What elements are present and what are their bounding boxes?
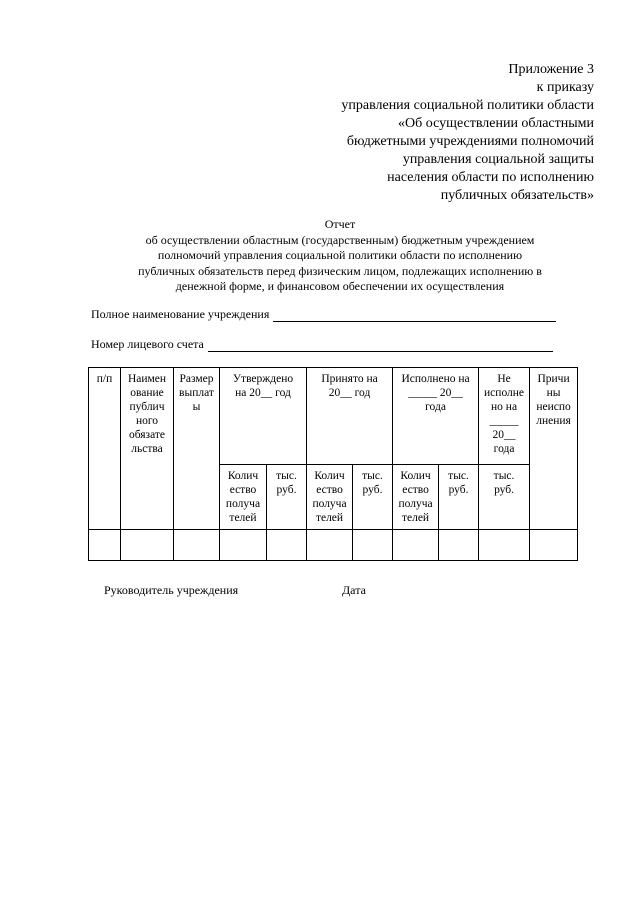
appendix-line: к приказу: [536, 80, 594, 95]
report-subtitle-line: полномочий управления социальной политики области по исполнению: [157, 248, 523, 262]
appendix-line: «Об осуществлении областными: [398, 116, 594, 131]
institution-name-label: Полное наименование учреждения: [91, 307, 270, 321]
table-cell[interactable]: [530, 530, 578, 561]
table-cell[interactable]: [89, 530, 121, 561]
appendix-line: публичных обязательств»: [440, 188, 594, 203]
table-cell[interactable]: [393, 530, 439, 561]
subheader-accepted-rub: тыс. руб.: [353, 465, 393, 530]
table-cell[interactable]: [121, 530, 174, 561]
report-table: [88, 367, 578, 561]
table-cell[interactable]: [439, 530, 479, 561]
appendix-line: управления социальной защиты: [402, 152, 594, 167]
header-obligation-name: Наимен ование публич ного обязате льства: [121, 368, 174, 530]
subheader-not-executed-rub: тыс. руб.: [479, 465, 530, 530]
appendix-block: [254, 61, 594, 205]
head-signature-label: Руководитель учреждения: [104, 583, 239, 597]
appendix-line: управления социальной политики области: [341, 98, 594, 113]
institution-name-field: [91, 307, 556, 322]
account-number-blank[interactable]: [208, 340, 553, 352]
report-heading: [40, 217, 640, 295]
table-cell[interactable]: [307, 530, 353, 561]
header-accepted: Принято на 20__ год: [307, 368, 393, 465]
header-approved: Утверждено на 20__ год: [220, 368, 307, 465]
appendix-line: Приложение 3: [508, 62, 594, 77]
table-cell[interactable]: [353, 530, 393, 561]
table-cell[interactable]: [174, 530, 220, 561]
table-row: [89, 530, 578, 561]
table-cell[interactable]: [220, 530, 267, 561]
date-label: Дата: [342, 583, 366, 597]
header-payment-size: Размер выплат ы: [174, 368, 220, 530]
report-subtitle-line: публичных обязательств перед физическим лицом, подлежащих исполнению в: [138, 263, 542, 278]
account-number-field: [91, 337, 553, 352]
table-cell[interactable]: [267, 530, 307, 561]
institution-name-blank[interactable]: [273, 310, 556, 322]
subheader-executed-recipients: Колич ество получа телей: [393, 465, 439, 530]
appendix-line: населения области по исполнению: [387, 170, 594, 185]
report-title: Отчет: [324, 217, 356, 231]
table-cell[interactable]: [479, 530, 530, 561]
report-subtitle-line: денежной форме, и финансовом обеспечении их осуществления: [175, 279, 505, 293]
header-not-executed: Не исполне но на _____ 20__ года: [479, 368, 530, 465]
subheader-approved-recipients: Колич ество получа телей: [220, 465, 267, 530]
header-reasons: Причи ны неиспо лнения: [530, 368, 578, 530]
report-subtitle-line: об осуществлении областным (государственным) бюджетным учреждением: [145, 232, 535, 247]
header-executed: Исполнено на _____ 20__ года: [393, 368, 479, 465]
subheader-executed-rub: тыс. руб.: [439, 465, 479, 530]
header-num: п/п: [89, 368, 121, 530]
subheader-approved-rub: тыс. руб.: [267, 465, 307, 530]
appendix-line: бюджетными учреждениями полномочий: [346, 134, 594, 149]
account-number-label: Номер лицевого счета: [91, 337, 204, 351]
subheader-accepted-recipients: Колич ество получа телей: [307, 465, 353, 530]
